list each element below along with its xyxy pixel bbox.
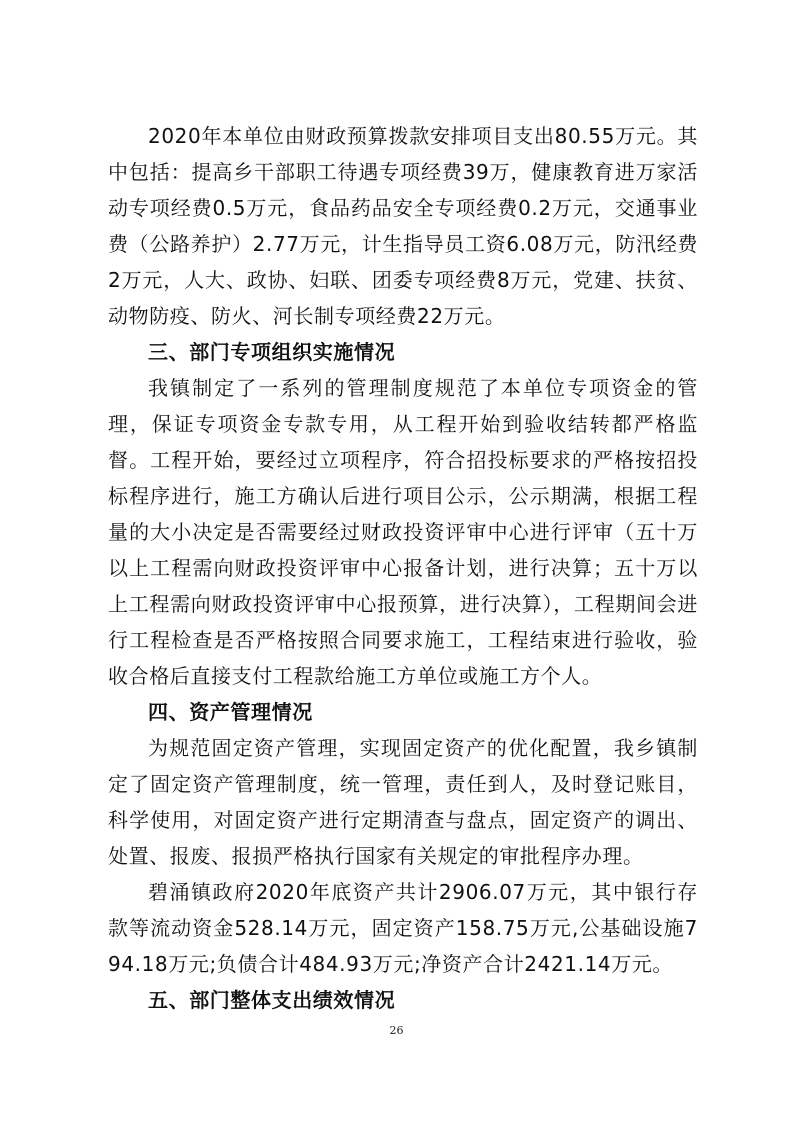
page-number: 26 — [389, 1024, 404, 1037]
paragraph-asset-totals: 碧涌镇政府2020年底资产共计2906.07万元，其中银行存款等流动资金528.14万元，固定资产158.75万元,公基础设施794.18万元;负债合计484.93万元;净资产合计2421.14万元。 — [108, 880, 698, 976]
paragraph-fixed-asset-policy: 为规范固定资产管理，实现固定资产的优化配置，我乡镇制定了固定资产管理制度，统一管理，责任到人，及时登记账目，科学使用，对固定资产进行定期清查与盘点，固定资产的调出、处置、报废、报损严格执行国家有关规定的审批程序办理。 — [108, 736, 698, 868]
heading-overall-expenditure-performance: 五、部门整体支出绩效情况 — [148, 988, 396, 1012]
heading-special-project-implementation: 三、部门专项组织实施情况 — [148, 340, 396, 364]
heading-asset-management: 四、资产管理情况 — [148, 700, 313, 724]
paragraph-project-expenditure: 2020年本单位由财政预算拨款安排项目支出80.55万元。其中包括：提高乡干部职工待遇专项经费39万，健康教育进万家活动专项经费0.5万元，食品药品安全专项经费0.2万元，交通事业费（公路养护）2.77万元，计生指导员工资6.08万元，防汛经费2万元，人大、政协、妇联、团委专项经费8万元，党建、扶贫、动物防疫、防火、河长制专项经费22万元。 — [108, 124, 698, 328]
paragraph-special-fund-management: 我镇制定了一系列的管理制度规范了本单位专项资金的管理，保证专项资金专款专用，从工程开始到验收结转都严格监督。工程开始，要经过立项程序，符合招投标要求的严格按招投标程序进行，施工方确认后进行项目公示，公示期满，根据工程量的大小决定是否需要经过财政投资评审中心进行评审（五十万以上工程需向财政投资评审中心报备计划，进行决算；五十万以上工程需向财政投资评审中心报预算，进行决算），工程期间会进行工程检查是否严格按照合同要求施工，工程结束进行验收，验收合格后直接支付工程款给施工方单位或施工方个人。 — [108, 376, 698, 688]
